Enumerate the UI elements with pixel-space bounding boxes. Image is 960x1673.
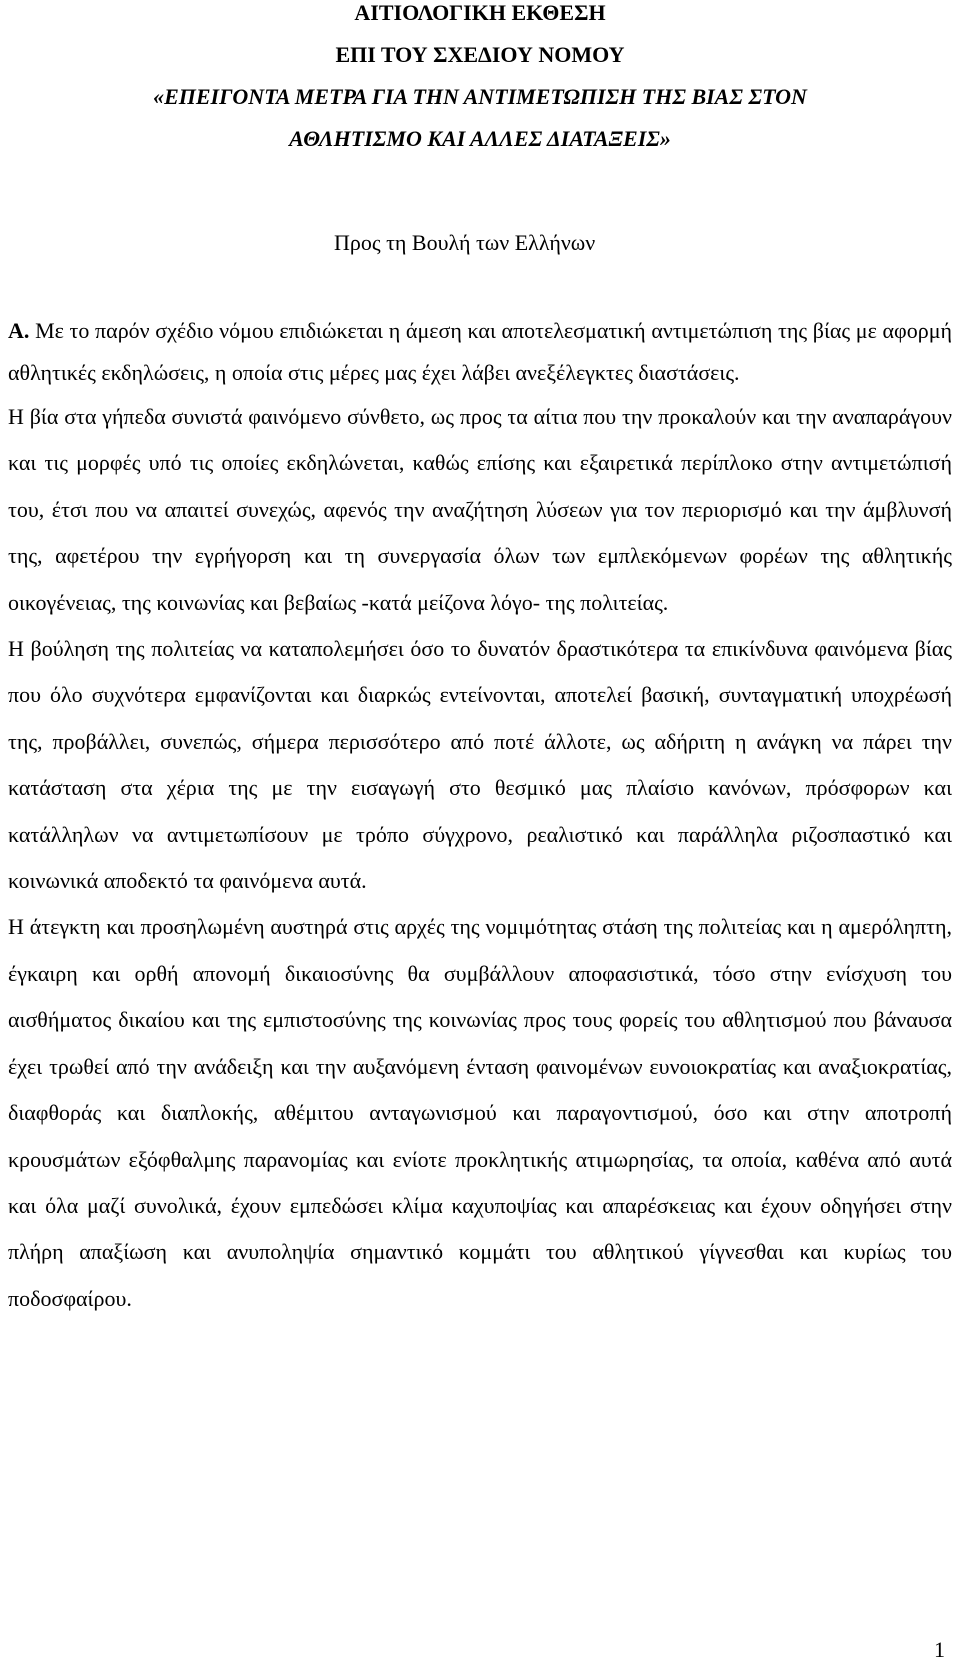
header-title: ΑΙΤΙΟΛΟΓΙΚΗ ΕΚΘΕΣΗ (354, 0, 606, 25)
header-subtitle: ΕΠΙ ΤΟΥ ΣΧΕΔΙΟΥ ΝΟΜΟΥ (335, 42, 625, 67)
paragraph-3: Η βούληση της πολιτείας να καταπολεμήσει όσο το δυνατόν δραστικότερα τα επικίνδυνα φαινόμενα βίας που όλο συχνότερα εμφανίζονται και διαρκώς εντείνονται, αποτελεί βασική, συνταγματική υποχρέωσή της, προβάλλει, συνεπώς, σήμερα περισσότερο από ποτέ άλλοτε, ως αδήριτη η ανάγκη να πάρει την κατάσταση στα χέρια της με την εισαγωγή στο θεσμικό μας πλαίσιο κανόνων, πρόσφορων και κατάλληλων να αντιμετωπίσουν με τρόπο σύγχρονο, ρεαλιστικό και παράλληλα ριζοσπαστικό και κοινωνικά αποδεκτό τα φαινόμενα αυτά. (8, 636, 952, 894)
bill-title-line-2: ΑΘΛΗΤΙΣΜΟ ΚΑΙ ΑΛΛΕΣ ΔΙΑΤΑΞΕΙΣ» (289, 126, 671, 151)
document-header (0, 0, 960, 160)
page-number: 1 (934, 1637, 945, 1662)
paragraph-1 (8, 310, 952, 394)
section-label: Α. (8, 318, 30, 343)
paragraph-4: Η άτεγκτη και προσηλωμένη αυστηρά στις αρχές της νομιμότητας στάση της πολιτείας και η αμερόληπτη, έγκαιρη και ορθή απονομή δικαιοσύνης θα συμβάλλουν αποφασιστικά, τόσο στην ενίσχυση του αισθήματος δικαίου και της εμπιστοσύνης της κοινωνίας προς τους φορείς του αθλητισμού που βάναυσα έχει τρωθεί από την ανάδειξη και την αυξανόμενη ένταση φαινομένων ευνοιοκρατίας και αναξιοκρατίας, διαφθοράς και διαπλοκής, αθέμιτου ανταγωνισμού και παραγοντισμού, όσο και στην αποτροπή κρουσμάτων εξόφθαλμης παρανομίας και ενίοτε προκλητικής ατιμωρησίας, τα οποία, καθένα από αυτά και όλα μαζί συνολικά, έχουν εμπεδώσει κλίμα καχυποψίας και απαρέσκειας και έχουν οδηγήσει στην πλήρη απαξίωση και ανυποληψία σημαντικό κομμάτι του αθλητικού γίγνεσθαι και κυρίως του ποδοσφαίρου. (8, 914, 952, 1311)
paragraph-2: Η βία στα γήπεδα συνιστά φαινόμενο σύνθετο, ως προς τα αίτια που την προκαλούν και την αναπαράγουν και τις μορφές υπό τις οποίες εκδηλώνεται, καθώς επίσης και εξαιρετικά περίπλοκο στην αντιμετώπισή του, έτσι που να απαιτεί συνεχώς, αφενός την αναζήτηση λύσεων για τον περιορισμό και την άμβλυνσή της, αφετέρου την εγρήγορση και τη συνεργασία όλων των εμπλεκόμενων φορέων της αθλητικής οικογένειας, της κοινωνίας και βεβαίως -κατά μείζονα λόγο- της πολιτείας. (8, 404, 952, 615)
salutation: Προς τη Βουλή των Ελλήνων (334, 230, 596, 255)
bill-title-line-1: «ΕΠΕΙΓΟΝΤΑ ΜΕΤΡΑ ΓΙΑ ΤΗΝ ΑΝΤΙΜΕΤΩΠΙΣΗ ΤΗΣ ΒΙΑΣ ΣΤΟΝ (153, 84, 807, 109)
document-body (8, 310, 952, 1322)
paragraph-1-text: Με το παρόν σχέδιο νόμου επιδιώκεται η άμεση και αποτελεσματική αντιμετώπιση της βίας με αφορμή αθλητικές εκδηλώσεις, η οποία στις μέρες μας έχει λάβει ανεξέλεγκτες διαστάσεις. (8, 318, 952, 385)
